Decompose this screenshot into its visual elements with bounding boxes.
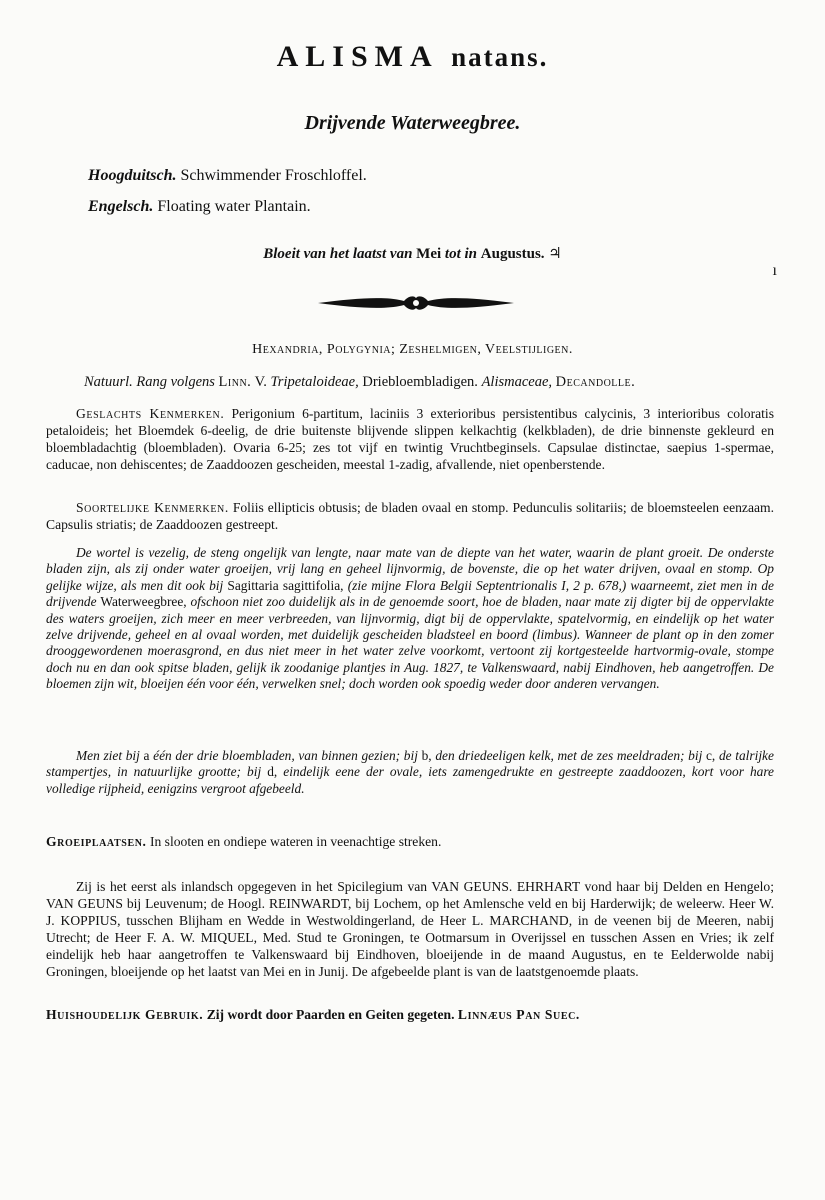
margin-mark: ı	[772, 262, 777, 279]
genus-characters	[46, 405, 774, 473]
reference: Linnæus Pan Suec.	[457, 1007, 580, 1022]
figure-text: de talrijke stampertjes, in natuurlijke grootte; bij	[46, 748, 774, 780]
language-label: Hoogduitsch.	[88, 167, 177, 184]
rank-author: Decandolle.	[555, 374, 636, 390]
figure-letter: b,	[421, 748, 432, 763]
section-text: Zij is het eerst als inlandsch opgegeven in het Spicilegium van VAN GEUNS. EHRHART vond haar bij Delden en Hengelo; VAN GEUNS bij Leuvenum; de Hoogl. REINWARDT, bij Lochem, op het Amlensche veld en bij Harderwijk; de weleerw. Heer W. J. KOPPIUS, tusschen Blijham en Wedde in Westwoldingerland, de Heer L. MARCHAND, in de veenen bij de Meeren, nabij Utrecht; de Heer F. A. W. MIQUEL, Med. Stud te Groningen, te Ootmarsum in Overijssel en tusschen Assen en Vries; ik zelf eindelijk heb haar aangetroffen te Valkenswaard bij Eindhoven, bloeijende in de maand Augustus, en te Eelderwolde nabij Groningen, bloeijende op het laatst van Mei en in Junij. De afgebeelde plant is van de laatstgenoemde plaats.	[46, 879, 774, 979]
section-label: Huishoudelijk Gebruik.	[46, 1007, 204, 1022]
vernacular-names	[88, 160, 367, 222]
genus-name: ALISMA	[276, 40, 439, 73]
plant-name: Waterweegbree,	[100, 594, 187, 610]
figure-explanation	[46, 748, 774, 797]
description-paragraph	[46, 545, 774, 693]
bloom-month-end: Augustus.	[480, 246, 545, 262]
section-text: Foliis ellipticis obtusis; de bladen ovaal en stomp. Pedunculis solitariis; de bloemsteelen eenzaam. Capsulis striatis; de Zaaddoozen gestreept.	[46, 500, 774, 532]
figure-letter: d,	[267, 764, 278, 780]
language-label: Engelsch.	[88, 198, 154, 215]
rank-text: Natuurl. Rang volgens	[84, 374, 215, 390]
species-name: natans.	[451, 42, 549, 72]
rank-order: Tripetaloideae,	[270, 374, 359, 390]
rank-family: Alismaceae,	[481, 374, 553, 390]
section-label: Soortelijke Kenmerken.	[76, 500, 229, 515]
section-label: Groeiplaatsen.	[46, 834, 147, 849]
household-use	[46, 1006, 774, 1023]
name-english	[88, 191, 367, 222]
linnaean-class: Hexandria, Polygynia; Zeshelmigen, Veelstijligen.	[252, 342, 573, 357]
perennial-symbol-icon: ♃	[548, 246, 562, 262]
section-text: Zij wordt door Paarden en Geiten gegeten.	[206, 1007, 455, 1022]
bloom-month-start: Mei	[416, 246, 442, 262]
vernacular-name: Schwimmender Froschloffel.	[180, 167, 367, 184]
page-title	[0, 40, 825, 74]
rank-number: V.	[254, 374, 267, 390]
species-characters	[46, 499, 774, 533]
ornament-divider-icon	[316, 292, 516, 314]
habitat	[46, 833, 774, 850]
figure-letter: c,	[705, 748, 716, 763]
name-german	[88, 160, 367, 191]
history-paragraph	[46, 878, 774, 980]
description-text: De wortel is vezelig, de steng ongelijk van lengte, naar mate van de diepte van het water, waarin de plant groeit. De onderste bladen zijn, als zij onder water groeijen, vrij lang en geheel lijnvormig, de bovenste, die op het water drijven, ovaal en stomp. Op gelijke wijze, als men dit ook bij	[46, 545, 774, 593]
description-text: (zie mijne Flora Belgii Septentrionalis I, 2 p. 678,) waarneemt, ziet men in de drijvende	[46, 577, 774, 610]
flowering-period	[0, 244, 825, 263]
figure-text: Men ziet bij	[76, 748, 140, 763]
rank-author: Linn.	[218, 374, 252, 390]
natural-rank	[84, 374, 635, 391]
section-text: In slooten en ondiepe wateren in veenachtige streken.	[149, 834, 442, 849]
figure-text: één der drie bloembladen, van binnen gezien; bij	[153, 748, 418, 763]
section-label: Geslachts Kenmerken.	[76, 406, 225, 421]
figure-letter: a	[143, 748, 150, 763]
section-text: Perigonium 6-partitum, laciniis 3 exterioribus persistentibus calycinis, 3 interioribus coloratis petaloideis; het Bloemdek 6-deelig, de drie buitenste blijvende slippen kelkachtig (kelkbladen), de drie binnenste gekleurd en bloembladachtig (bloembladen). Ovaria 6-25; zes tot vijf en twintig Vruchtbeginsels. Capsulae distinctae, saepius 1-spermae, caducae, non dehiscentes; de Zaaddoozen gescheiden, meestal 1-zadig, afvallende, niet openberstende.	[46, 406, 774, 472]
figure-text: den driedeeligen kelk, met de zes meeldraden; bij	[435, 748, 703, 763]
bloom-text: Bloeit van het laatst van	[263, 246, 413, 262]
figure-text: eindelijk eene der ovale, iets zamengedrukte en gestreepte zaaddoozen, kort voor hare volledige rijpheid, eenigzins vergroot afgebeeld.	[46, 764, 774, 796]
rank-dutch: Driebloembladigen.	[362, 374, 478, 390]
plant-name: Sagittaria sagittifolia,	[227, 577, 344, 593]
dutch-name: Drijvende Waterweegbree.	[304, 112, 521, 134]
vernacular-name: Floating water Plantain.	[157, 198, 311, 215]
bloom-text: tot in	[444, 246, 478, 262]
description-text: ofschoon niet zoo duidelijk als in de genoemde soort, hoe de bladen, naar mate zij digter bij de oppervlakte des waters groeijen, zich meer en meer verbreeden, van lijnvormig, digt bij de oppervlakte, spatelvormig, en eindelijk op het water zelve drijvende, geheel en al ovaal worden, met duidelijk gescheiden bladsteel en boord (limbus). Wanneer de plant op in den zomer drooggewordenen moerasgrond, en dus niet meer in het water zelve voorkomt, vertoont zij kortgesteelde hartvormig-ovale, stompe doch nu en dan ook spitse bladen, gelijk ik zoodanige plantjes in Aug. 1827, te Valkenswaard, nabij Eindhoven, heb aangetroffen. De bloemen zijn wit, bloeijen één voor één, verwelken snel; doch worden ook spoedig weder door anderen vervangen.	[46, 594, 774, 692]
